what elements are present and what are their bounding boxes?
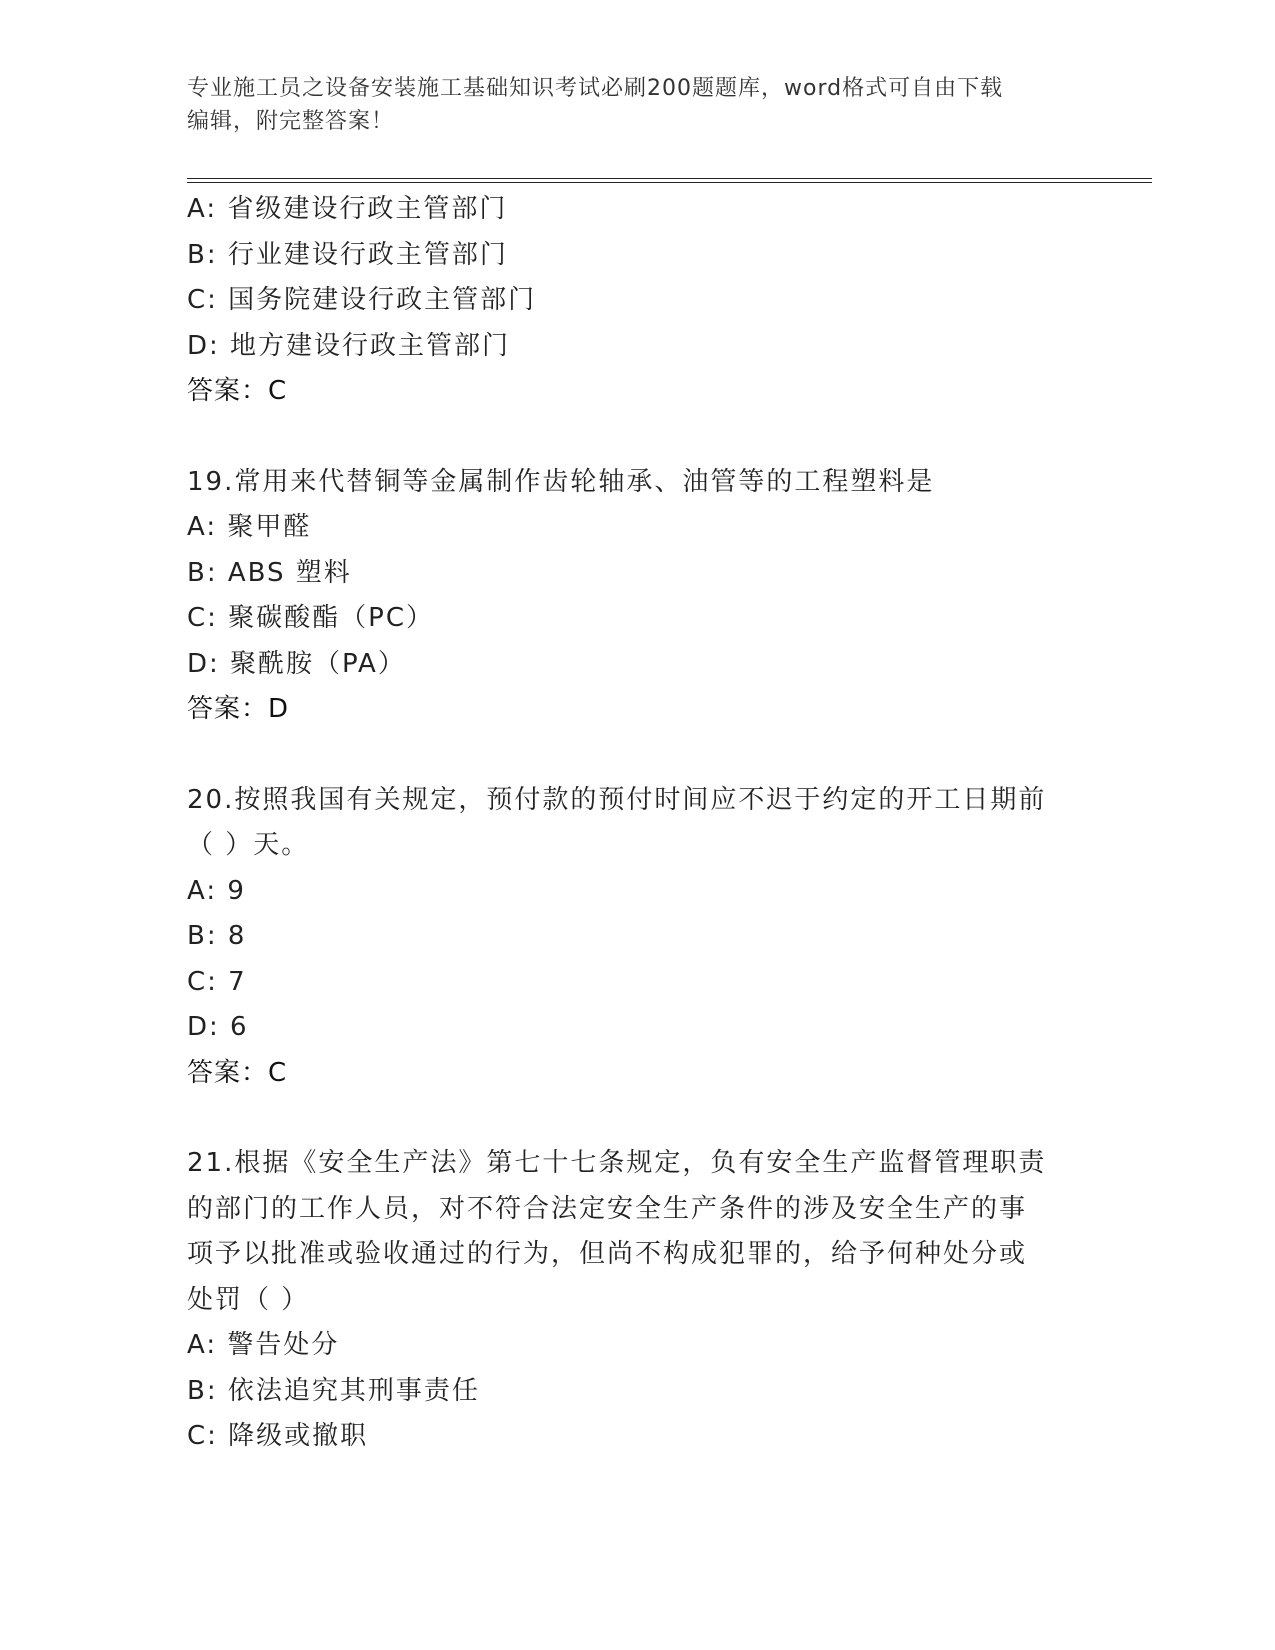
question-list <box>187 187 1087 1460</box>
option-d: D: 聚酰胺（PA） <box>187 648 406 679</box>
answer-label: 答案：C <box>187 1057 288 1088</box>
question-19 <box>187 460 1087 733</box>
option-a: A: 9 <box>187 875 246 906</box>
document-header <box>187 72 1087 138</box>
option-d: D: 6 <box>187 1012 249 1042</box>
option-b: B: 行业建设行政主管部门 <box>187 239 508 270</box>
header-title-line-1: 专业施工员之设备安装施工基础知识考试必刷200题题库，word格式可自由下载 <box>187 76 1004 101</box>
option-d: D: 地方建设行政主管部门 <box>187 330 511 361</box>
option-a: A: 警告处分 <box>187 1330 340 1360</box>
option-c: C: 降级或撤职 <box>187 1421 369 1451</box>
option-b: B: ABS 塑料 <box>187 557 352 588</box>
option-b: B: 依法追究其刑事责任 <box>187 1375 480 1406</box>
question-text-line-4: 处罚（ ） <box>187 1284 310 1315</box>
option-c: C: 聚碳酸酯（PC） <box>187 603 435 633</box>
option-c: C: 7 <box>187 966 247 997</box>
option-c: C: 国务院建设行政主管部门 <box>187 285 537 315</box>
header-divider-bottom <box>187 182 1152 183</box>
question-spacer <box>187 415 1087 460</box>
question-text-line-3: 项予以批准或验收通过的行为，但尚不构成犯罪的，给予何种处分或 <box>187 1239 1028 1269</box>
header-divider-top <box>187 178 1152 179</box>
option-a: A: 省级建设行政主管部门 <box>187 194 508 224</box>
option-b: B: 8 <box>187 921 247 951</box>
header-title-line-2: 编辑，附完整答案！ <box>187 109 395 134</box>
answer-label: 答案：D <box>187 694 290 724</box>
question-text-line-1: 21.根据《安全生产法》第七十七条规定，负有安全生产监督管理职责 <box>187 1148 1047 1178</box>
question-text-line-2: 的部门的工作人员，对不符合法定安全生产条件的涉及安全生产的事 <box>187 1193 1028 1224</box>
question-text: 19.常用来代替铜等金属制作齿轮轴承、油管等的工程塑料是 <box>187 466 935 497</box>
question-spacer <box>187 1096 1087 1141</box>
option-a: A: 聚甲醛 <box>187 512 312 542</box>
question-text-line-1: 20.按照我国有关规定，预付款的预付时间应不迟于约定的开工日期前 <box>187 784 1047 815</box>
question-18 <box>187 187 1087 415</box>
question-20 <box>187 778 1087 1097</box>
answer-label: 答案：C <box>187 376 288 406</box>
question-spacer <box>187 733 1087 778</box>
question-21 <box>187 1141 1087 1460</box>
question-text-line-2: （ ）天。 <box>187 830 310 860</box>
